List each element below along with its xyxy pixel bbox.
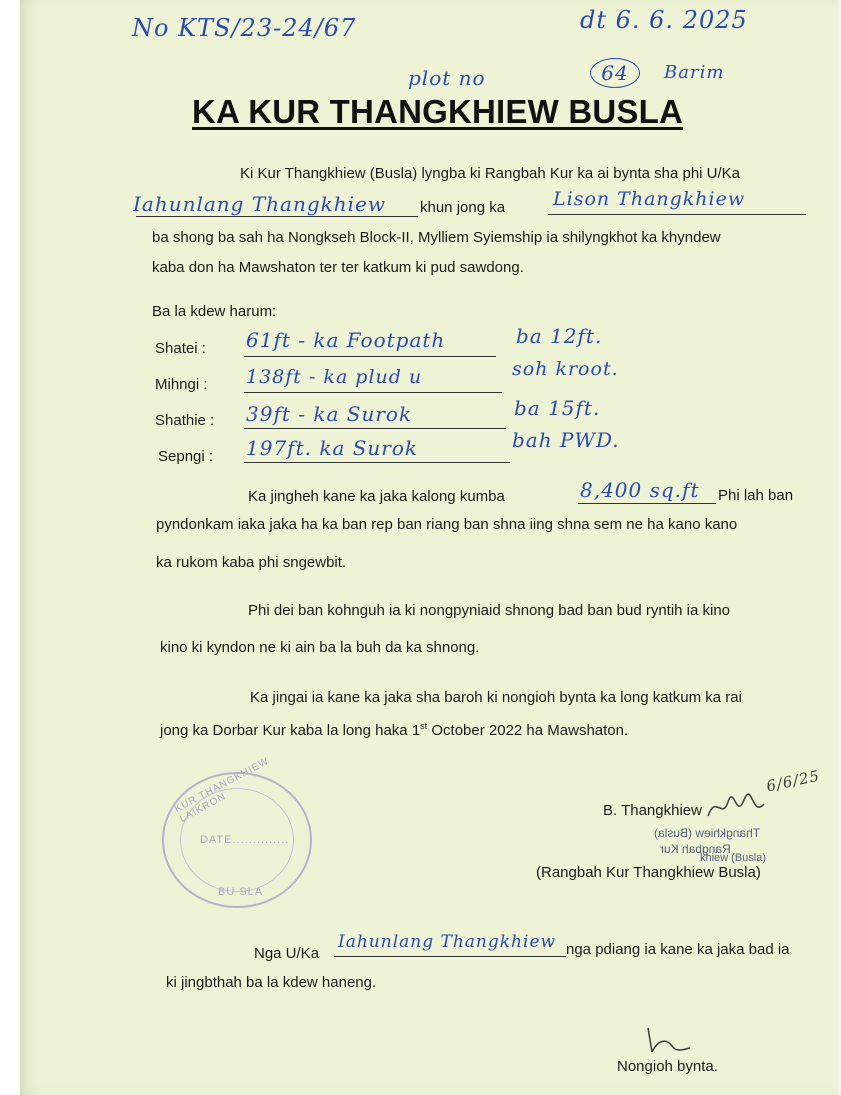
signature-date: 6/6/25: [764, 766, 822, 796]
area-suffix: Phi lah ban: [718, 487, 794, 504]
boundary-value-west: 197ft. ka Surok: [246, 436, 419, 460]
document-date: dt 6. 6. 2025: [580, 6, 748, 34]
signature-scribble: [706, 790, 768, 831]
boundary-extra-south: ba 15ft.: [514, 396, 601, 420]
plot-suffix: Barim: [664, 62, 725, 83]
stamp-date-text: DATE: [200, 834, 233, 846]
boundary-label-north: Shatei :: [155, 340, 206, 357]
boundary-label-west: Sepngi :: [158, 448, 214, 465]
boundary-label-east: Mihngi :: [155, 376, 208, 393]
recipient-signature: [642, 1022, 702, 1063]
area-line-3: ka rukom kaba phi sngewbit.: [156, 554, 347, 571]
acceptance-name: Iahunlang Thangkhiew: [338, 932, 557, 952]
boundary-extra-east: soh kroot.: [512, 358, 619, 380]
signatory-role: (Rangbah Kur Thangkhiew Busla): [536, 864, 761, 881]
para3-text-a: jong ka Dorbar Kur kaba la long haka 1: [160, 722, 421, 739]
area-value-line: [578, 503, 716, 504]
mirrored-stamp-line-1: Thangkhiew (Busla): [654, 826, 761, 840]
recipient-signature-mark: [642, 1022, 702, 1058]
footer-label: Nongioh bynta.: [617, 1058, 718, 1075]
para2-line-1: Phi dei ban kohnguh ia ki nongpyniaid shnong bad ban bud ryntih ia kino: [248, 602, 731, 619]
acceptance-prefix: Nga U/Ka: [254, 945, 320, 962]
boundary-label-south: Shathie :: [155, 412, 215, 429]
boundary-line-west: [244, 462, 510, 463]
stamp-bottom-text: BU SLA: [218, 886, 264, 898]
acceptance-name-line: [334, 956, 566, 957]
para3-superscript: st: [420, 721, 428, 731]
acceptance-line-2: ki jingbthah ba la kdew haneng.: [166, 974, 377, 991]
boundary-line-north: [244, 356, 496, 357]
parent-name-line: [548, 214, 806, 215]
page-title: KA KUR THANGKHIEW BUSLA: [192, 93, 684, 130]
boundary-value-south: 39ft - ka Surok: [246, 402, 413, 426]
scan-margin: [0, 0, 20, 1095]
area-value: 8,400 sq.ft: [580, 478, 700, 502]
signature-mark: [706, 790, 768, 826]
boundary-value-north: 61ft - ka Footpath: [246, 328, 446, 352]
boundary-value-east: 138ft - ka plud u: [246, 366, 423, 388]
round-stamp: [162, 755, 312, 908]
para2-line-2: kino ki kyndon ne ki ain ba la buh da ka shnong.: [160, 639, 480, 656]
area-line-2: pyndonkam iaka jaka ha ka ban rep ban riang ban shna iing shna sem ne ha kano kano: [156, 516, 738, 533]
intro-line-4: kaba don ha Mawshaton ter ter katkum ki pud sawdong.: [152, 259, 524, 276]
parent-name: Lison Thangkhiew: [553, 188, 746, 210]
stamp-date-dots: ..............: [232, 834, 290, 846]
signatory-name: B. Thangkhiew: [603, 802, 702, 819]
holder-name: Iahunlang Thangkhiew: [133, 192, 387, 216]
para3-line-1: Ka jingai ia kane ka jaka sha baroh ki nongioh bynta ka long katkum ka rai: [250, 689, 742, 706]
boundary-extra-north: ba 12ft.: [516, 324, 603, 348]
stamp-bleed-text: khiew (Busla): [700, 852, 767, 864]
para3-text-b: October 2022 ha Mawshaton.: [427, 722, 629, 739]
stamp-outer-text: KUR THANGKHIEW LAIKRON: [172, 755, 272, 825]
acceptance-suffix: nga pdiang ia kane ka jaka bad ia: [566, 941, 790, 958]
reference-number: No KTS/23-24/67: [132, 14, 357, 42]
area-prefix: Ka jingheh kane ka jaka kalong kumba: [248, 488, 505, 505]
boundary-line-east: [244, 392, 502, 393]
plot-number: 64: [590, 58, 640, 88]
para3-line-2: [160, 721, 628, 739]
mirrored-stamp-line-2: Rangbah Kur: [660, 842, 731, 856]
stamp-date-label: [200, 834, 289, 846]
holder-name-line: [136, 216, 418, 217]
khun-jong-ka-text: khun jong ka: [420, 199, 506, 216]
intro-line-1: Ki Kur Thangkhiew (Busla) lyngba ki Rangbah Kur ka ai bynta sha phi U/Ka: [240, 165, 741, 182]
boundaries-heading: Ba la kdew harum:: [152, 303, 277, 320]
plot-prefix: plot no: [408, 66, 486, 90]
intro-line-3: ba shong ba sah ha Nongkseh Block-II, Mylliem Syiemship ia shilyngkhot ka khyndew: [152, 229, 721, 246]
boundary-extra-west: bah PWD.: [512, 428, 620, 452]
boundary-line-south: [244, 428, 506, 429]
